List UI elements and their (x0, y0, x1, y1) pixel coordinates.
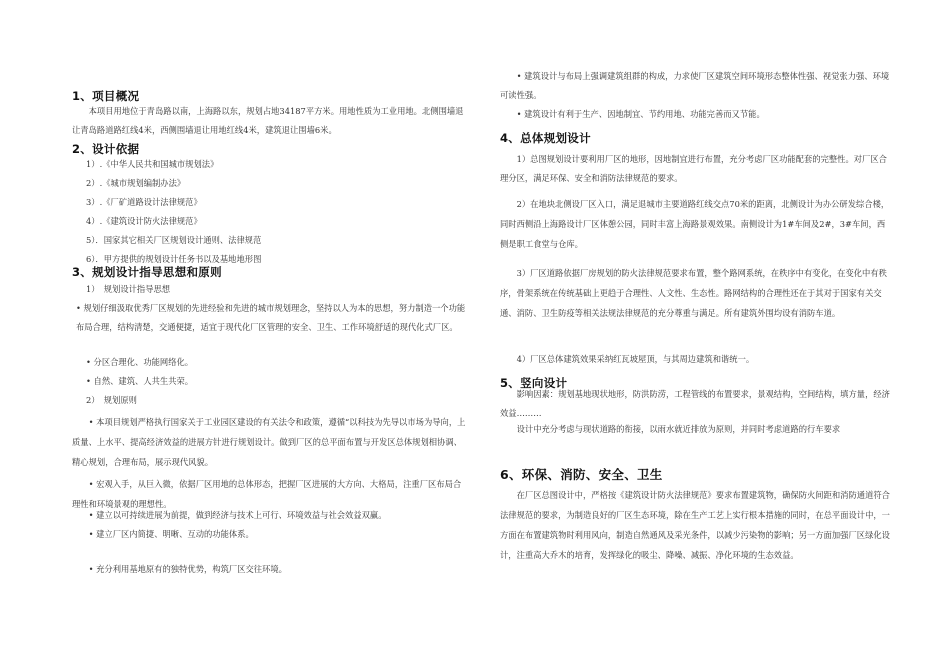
section-6-heading: 6、环保、消防、安全、卫生 (500, 467, 663, 482)
section-5-paragraph-1: 影响因素：规划基地现状地形，防洪防涝，工程管线的布置要求，景观结构，空间结构，填方量，经济效益……… (500, 389, 890, 418)
principle-bullet-4: • 建立厂区内简捷、明晰、互动的功能体系。 (88, 529, 254, 539)
section-2-heading: 2、设计依据 (72, 142, 140, 156)
section-5-paragraph-2: 设计中充分考虑与现状道路的衔接，以雨水就近排放为原则，并同时考虑道路的行车要求 (516, 424, 841, 434)
section-3-heading: 3、规划设计指导思想和原则 (72, 265, 222, 279)
principle-bullet-3: • 建立以可持续进展为前提，做到经济与技术上可行、环境效益与社会效益双赢。 (88, 510, 387, 520)
basis-item-5: 5）．国家其它相关厂区规划设计通则、法律规范 (86, 235, 262, 245)
basis-item-4: 4）.《建筑设计防火法律规范》 (86, 216, 202, 226)
building-bullet-1: • 建筑设计与布局上强调建筑组群的构成，力求使厂区建筑空间环境形态整体性强、视觉张力强、环境可读性强。 (500, 71, 890, 100)
section-4-paragraph-1: 1）总图规划设计要利用厂区的地形，因地制宜进行布置，充分考虑厂区功能配套的完整性。对厂区合理分区，满足环保、安全和消防法律规范的要求。 (500, 154, 887, 183)
basis-item-2: 2）.《城市规划编制办法》 (86, 178, 186, 188)
principle-bullet-5: • 充分利用基地原有的独特优势，构筑厂区交往环境。 (88, 564, 287, 574)
section-4-heading: 4、总体规划设计 (500, 131, 591, 145)
principle-bullet-1: • 本项目规划严格执行国家关于工业园区建设的有关法令和政策，遵循“以科技为先导以市场为导向，上质量、上水平、提高经济效益的进展方针进行规划设计。做到厂区的总平面布置与开发区总体规划相协调、精心规划，合理布局，展示现代风貌。 (72, 417, 466, 467)
section-5-heading: 5、竖向设计 (500, 376, 568, 390)
guideline-bullet-2: • 分区合理化、功能网络化。 (86, 357, 194, 367)
building-bullet-2: • 建筑设计有利于生产、因地制宜、节约用地、功能完善而又节能。 (516, 109, 765, 119)
section-3-subheading-2: 2） 规划原则 (86, 395, 137, 405)
section-4-paragraph-4: 4）厂区总体建筑效果采纳红瓦坡屋顶，与其周边建筑和谐统一。 (516, 354, 755, 364)
basis-item-3: 3）.《厂矿道路设计法律规范》 (86, 197, 202, 207)
section-3-subheading-1: 1） 规划设计指导思想 (86, 284, 171, 294)
basis-item-6: 6）．甲方提供的规划设计任务书以及基地地形图 (86, 254, 262, 264)
guideline-bullet-1: • 规划仔细汲取优秀厂区规划的先进经验和先进的城市规划理念，坚持以人为本的思想，努力制造一个功能布局合理，结构清楚，交通便捷，适宜于现代化厂区管理的安全、卫生、工作环境舒适的现代化式厂区。 (76, 303, 466, 332)
section-1-heading: 1、项目概况 (72, 89, 140, 103)
section-6-paragraph: 在厂区总图设计中，严格按《建筑设计防火法律规范》要求布置建筑物，确保防火间距和消防通道符合法律规范的要求，为制造良好的厂区生态环境，除在生产工艺上实行根本措施的同时，在总平面设计中，一方面在布置建筑物时利用风向，制造自然通风及采光条件，以减少污染物的影响；另一方面加强厂区绿化设计，注重高大乔木的培育，发挥绿化的吸尘、降噪、减振、净化环境的生态效益。 (500, 490, 890, 560)
section-1-paragraph: 本项目用地位于青岛路以南，上海路以东，规划占地34187平方米。用地性质为工业用地。北侧围墙退让青岛路道路红线4米，西侧围墙退让用地红线4米，建筑退让围墙6米。 (72, 106, 464, 135)
section-4-paragraph-2: 2）在地块北侧设厂区入口，满足退城市主要道路红线交点70米的距离，北侧设计为办公研发综合楼，同时西侧沿上海路设计厂区体憩公园，同时丰富上海路景观效果。南侧设计为1#车间及2#，3#车间，西侧是职工食堂与仓库。 (500, 199, 890, 249)
section-4-paragraph-3: 3）厂区道路依据厂房规划的防火法律规范要求布置，整个路网系统，在秩序中有变化，在变化中有秩序，骨架系统在传统基础上更趋于合理性、人文性、生态性。路网结构的合理性还在于其对于国家有关交通、消防、卫生防疫等相关法规法律规范的充分尊重与满足。所有建筑外围均设有消防车道。 (500, 268, 887, 318)
principle-bullet-2: • 宏观入手，从巨入微，依据厂区用地的总体形态，把握厂区进展的大方向、大格局，注重厂区布局合理性和环境景观的理想性。 (72, 479, 462, 509)
guideline-bullet-3: • 自然、建筑、人共生共荣。 (86, 376, 194, 386)
basis-item-1: 1）.《中华人民共和国城市规划法》 (86, 159, 219, 169)
